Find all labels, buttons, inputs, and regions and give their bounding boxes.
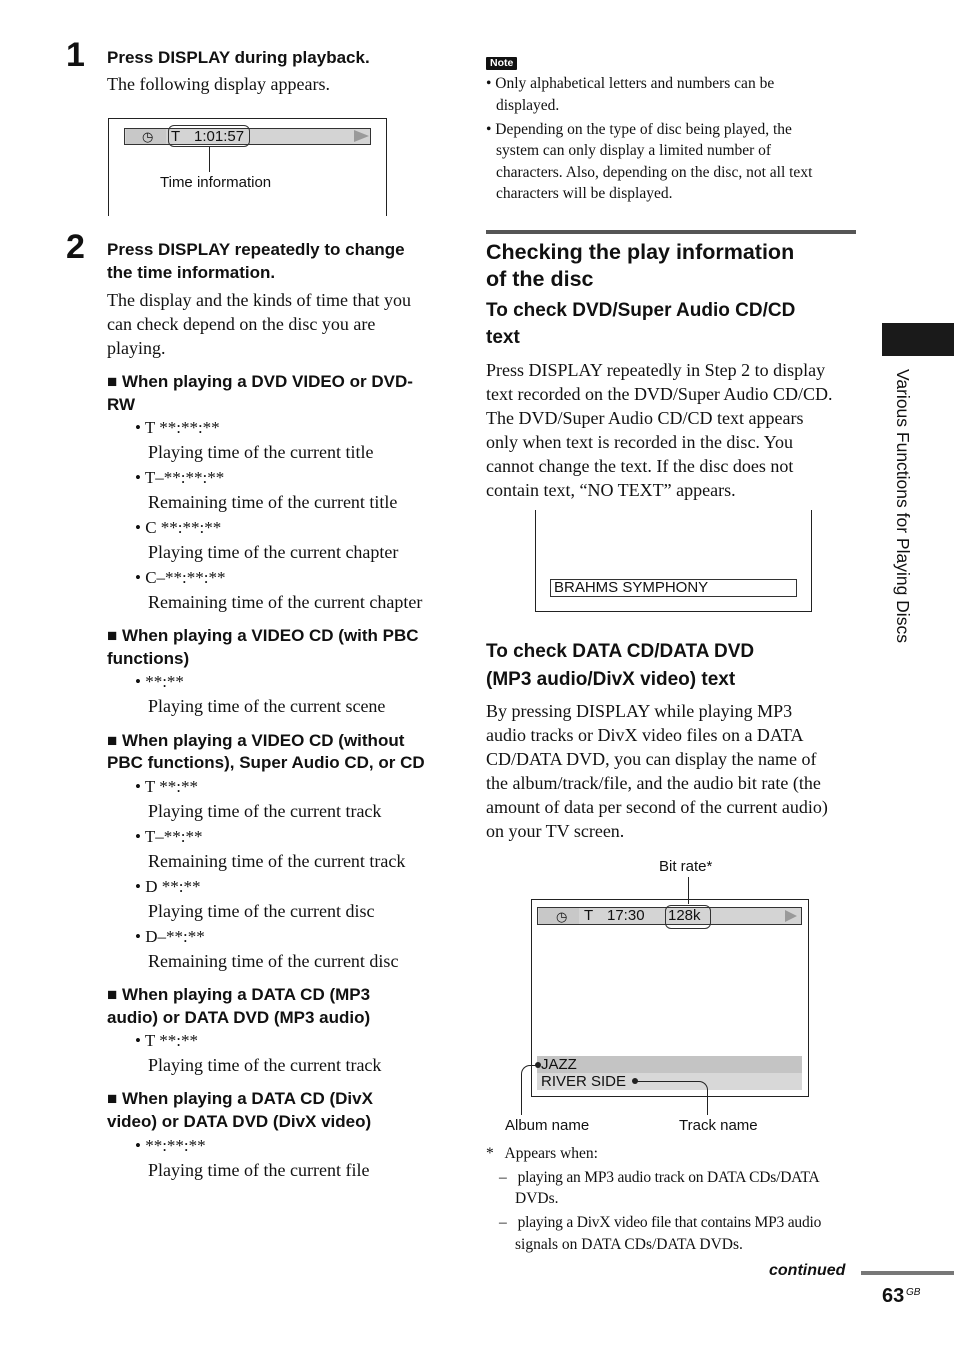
section-heading-line: ■ When playing a DVD VIDEO or DVD- <box>107 372 413 391</box>
section-heading-line: RW <box>107 395 136 414</box>
disc-icon: ◷ <box>556 909 568 924</box>
time-value: 17:30 <box>607 907 645 924</box>
body-line: By pressing DISPLAY while playing MP3 <box>486 701 793 721</box>
section-heading-line: ■ When playing a VIDEO CD (without <box>107 731 405 750</box>
time-desc: Remaining time of the current track <box>148 851 406 871</box>
subsection-heading-line: text <box>486 327 520 348</box>
disc-icon: ◷ <box>142 129 154 144</box>
section-heading-line: audio) or DATA DVD (MP3 audio) <box>107 1008 371 1027</box>
note-line: displayed. <box>496 97 560 114</box>
body-line: text recorded on the DVD/Super Audio CD/CD. <box>486 384 833 404</box>
time-desc: Playing time of the current track <box>148 801 382 821</box>
step-number: 1 <box>66 36 85 74</box>
time-desc: Playing time of the current title <box>148 442 374 462</box>
time-value: 1:01:57 <box>194 128 245 145</box>
step-text-line: can check depend on the disc you are <box>107 314 376 334</box>
time-desc: Remaining time of the current chapter <box>148 592 423 612</box>
section-heading-line: video) or DATA DVD (DivX video) <box>107 1112 372 1131</box>
body-line: cannot change the text. If the disc does not <box>486 456 794 476</box>
album-callout-dot <box>535 1062 541 1068</box>
section-heading-line: PBC functions), Super Audio CD, or CD <box>107 753 425 772</box>
body-line: audio tracks or DivX video files on a DATA <box>486 725 804 745</box>
subsection-heading-line: (MP3 audio/DivX video) text <box>486 669 736 690</box>
time-code: • T–**:** <box>135 827 203 846</box>
body-line: the album/track/file, and the audio bit rate (the <box>486 773 821 793</box>
note-line: characters. Also, depending on the disc, not all text <box>496 164 813 181</box>
side-tab-marker <box>882 323 954 356</box>
footnote-line: – playing a DivX video file that contains MP3 audio <box>499 1214 822 1231</box>
album-name: JAZZ <box>541 1056 577 1073</box>
time-desc: Playing time of the current scene <box>148 696 386 716</box>
note-line: • Only alphabetical letters and numbers can be <box>486 75 775 92</box>
bitrate-value: 128k <box>668 907 701 924</box>
time-highlight <box>168 125 250 147</box>
body-line: Press DISPLAY repeatedly in Step 2 to display <box>486 360 826 380</box>
disc-text: BRAHMS SYMPHONY <box>554 579 709 596</box>
track-letter: T <box>584 907 594 924</box>
page-suffix: GB <box>906 1287 921 1298</box>
subsection-heading-line: To check DVD/Super Audio CD/CD <box>486 300 796 321</box>
time-code: • **:** <box>135 672 184 691</box>
body-line: on your TV screen. <box>486 821 625 841</box>
time-code: • T **:**:** <box>135 418 220 437</box>
time-code: • C–**:**:** <box>135 568 226 587</box>
section-heading-line: ■ When playing a DATA CD (MP3 <box>107 985 371 1004</box>
step-text-line: The display and the kinds of time that you <box>107 290 411 310</box>
time-desc: Playing time of the current file <box>148 1160 370 1180</box>
step-heading: Press DISPLAY during playback. <box>107 48 370 67</box>
footnote-head: * Appears when: <box>486 1145 598 1162</box>
body-line: only when text is recorded in the disc. You <box>486 432 793 452</box>
track-callout-dot <box>632 1078 638 1084</box>
body-line: The DVD/Super Audio CD/CD text appears <box>486 408 804 428</box>
footnote-line: – playing an MP3 audio track on DATA CDs/DATA <box>499 1169 820 1186</box>
time-desc: Playing time of the current track <box>148 1055 382 1075</box>
album-callout-line <box>521 1065 537 1115</box>
track-callout-line <box>636 1081 708 1115</box>
page-number: 63 <box>882 1285 905 1307</box>
time-code: • D **:** <box>135 877 201 896</box>
step-text: The following display appears. <box>107 74 330 94</box>
bitrate-label: Bit rate* <box>659 858 713 875</box>
continued-rule <box>861 1271 954 1275</box>
section-title-line: Checking the play information <box>486 240 795 264</box>
step-heading-line: the time information. <box>107 263 276 282</box>
step-number: 2 <box>66 228 85 266</box>
track-letter: T <box>171 128 181 145</box>
step-heading-line: Press DISPLAY repeatedly to change <box>107 240 405 259</box>
note-line: characters will be displayed. <box>496 185 673 202</box>
time-code: • C **:**:** <box>135 518 222 537</box>
time-code: • T **:** <box>135 1031 198 1050</box>
section-heading-line: ■ When playing a VIDEO CD (with PBC <box>107 626 419 645</box>
bitrate-highlight <box>665 905 711 929</box>
time-desc: Playing time of the current disc <box>148 901 375 921</box>
note-badge: Note <box>486 57 517 70</box>
footnote-line: DVDs. <box>515 1190 559 1207</box>
section-title-line: of the disc <box>486 267 594 291</box>
track-name: RIVER SIDE <box>541 1073 627 1090</box>
time-code: • T–**:**:** <box>135 468 225 487</box>
time-code: • T **:** <box>135 777 198 796</box>
time-code: • D–**:** <box>135 927 205 946</box>
section-heading-line: ■ When playing a DATA CD (DivX <box>107 1089 373 1108</box>
side-tab-label: Various Functions for Playing Discs <box>893 369 913 643</box>
time-desc: Remaining time of the current title <box>148 492 398 512</box>
footnote-line: signals on DATA CDs/DATA DVDs. <box>515 1236 743 1253</box>
section-rule <box>486 230 856 234</box>
body-line: contain text, “NO TEXT” appears. <box>486 480 736 500</box>
note-line: • Depending on the type of disc being played, the <box>486 121 792 138</box>
callout-line <box>209 147 210 172</box>
subsection-heading-line: To check DATA CD/DATA DVD <box>486 641 755 662</box>
section-heading-line: functions) <box>107 649 190 668</box>
note-line: system can only display a limited number of <box>496 142 772 159</box>
album-name-label: Album name <box>505 1117 590 1134</box>
time-desc: Playing time of the current chapter <box>148 542 399 562</box>
track-name-label: Track name <box>679 1117 758 1134</box>
step-text-line: playing. <box>107 338 166 358</box>
time-desc: Remaining time of the current disc <box>148 951 399 971</box>
time-info-label: Time information <box>160 174 272 191</box>
continued-label: continued <box>769 1262 846 1279</box>
play-icon <box>354 130 369 142</box>
time-code: • **:**:** <box>135 1136 206 1155</box>
body-line: amount of data per second of the current audio) <box>486 797 828 817</box>
body-line: CD/DATA DVD, you can display the name of <box>486 749 817 769</box>
play-icon <box>785 910 797 922</box>
